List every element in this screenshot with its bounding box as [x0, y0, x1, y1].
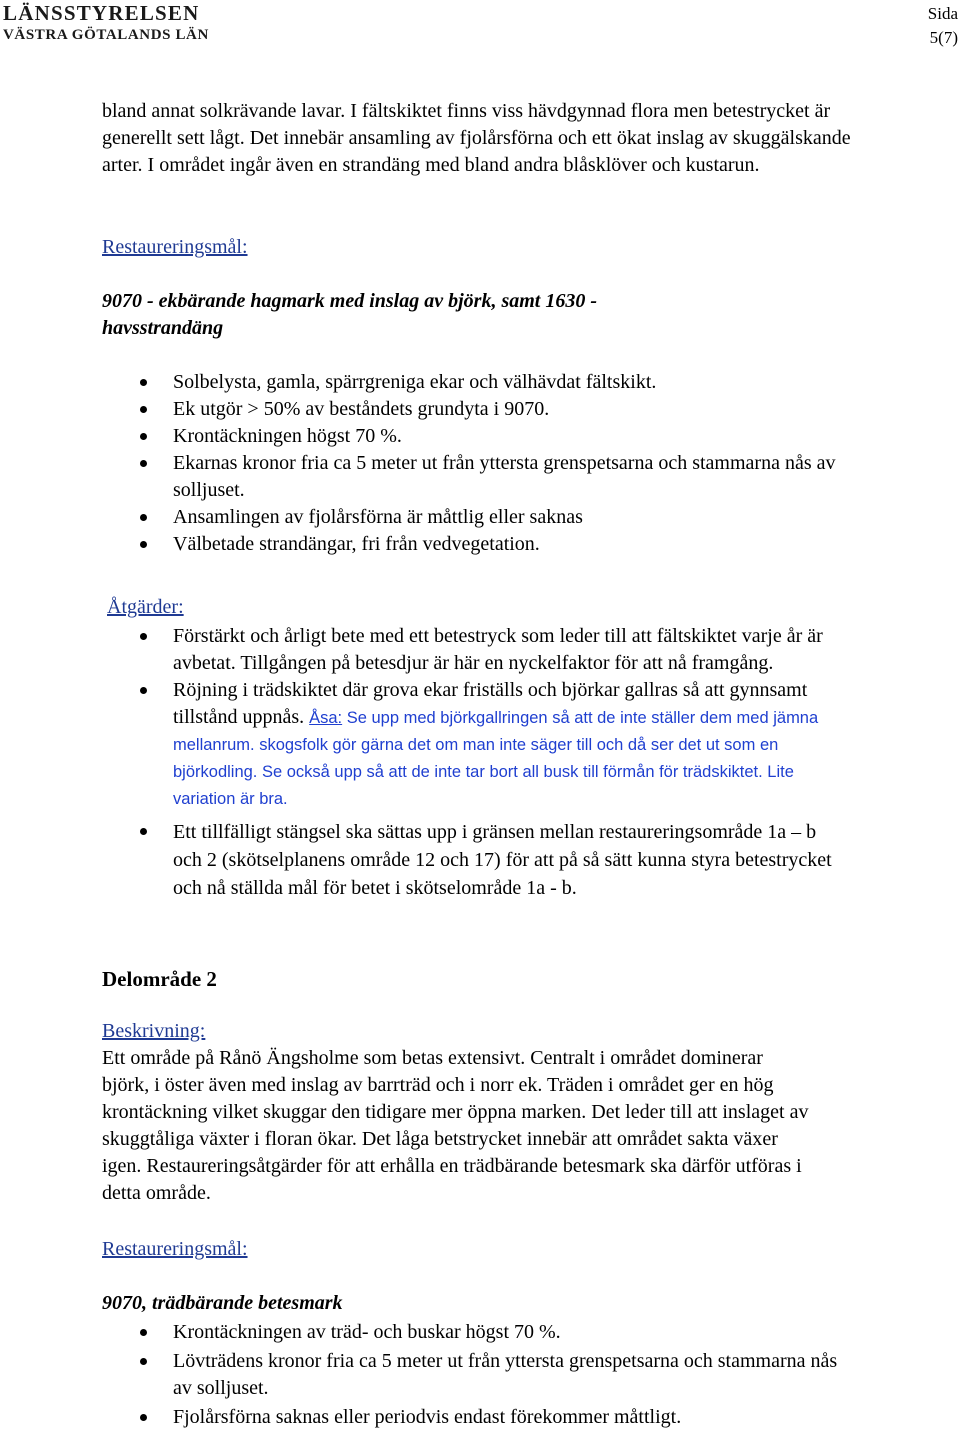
- list-item: Ek utgör > 50% av beståndets grundyta i 9070.: [102, 396, 842, 423]
- restoration-goals-heading-2: Restaureringsmål:: [102, 1238, 248, 1260]
- list-item: Krontäckningen av träd- och buskar högst 70 %.: [102, 1319, 842, 1346]
- list-item: Förstärkt och årligt bete med ett betestryck som leder till att fältskiktet varje år är avbetat. Tillgången på betesdjur är här en nyckelfaktor för att nå framgång.: [102, 623, 842, 677]
- list-item: Välbetade strandängar, fri från vedvegetation.: [102, 531, 842, 558]
- list-item: Krontäckningen högst 70 %.: [102, 423, 842, 450]
- restoration-goals-heading: Restaureringsmål:: [102, 236, 248, 258]
- actions-heading: Åtgärder:: [107, 596, 184, 618]
- list-item: Ansamlingen av fjolårsförna är måttlig eller saknas: [102, 504, 842, 531]
- description-paragraph: Ett område på Rånö Ängsholme som betas extensivt. Centralt i området dominerar björk, i öster även med inslag av barrträd och i norr ek. Träden i området ger en hög krontäckning vilket skuggar den tidigare mer öppna marken. Det leder till att inslaget av skuggtåliga växter i floran ökar. Det låga betstrycket innebär att området sakta växer igen. Restaureringsåtgärder för att erhålla en trädbärande betesmark ska därför utföras i detta område.: [102, 1047, 809, 1204]
- page-number: 5(7): [929, 28, 958, 47]
- list-item: Solbelysta, gamla, spärrgreniga ekar och välhävdat fältskikt.: [102, 369, 842, 396]
- comment-author: Åsa:: [309, 709, 343, 727]
- goals-list: [102, 369, 842, 558]
- lansstyrelsen-logo: [3, 2, 209, 45]
- section-title: Delområde 2: [102, 967, 217, 991]
- page-indicator: [928, 2, 958, 50]
- actions-list: [102, 623, 842, 902]
- description-heading: Beskrivning:: [102, 1020, 206, 1042]
- page-label: Sida: [927, 4, 958, 23]
- comment-text: Se upp med björkgallringen så att de inte ställer dem med jämna mellanrum. skogsfolk gör gärna det om man inte säger till och då ser det ut som en björkodling. Se också upp så att de inte tar bort all busk till förmån för trädskiktet. Lite variation är bra.: [173, 709, 819, 808]
- list-item: Ekarnas kronor fria ca 5 meter ut från yttersta grenspetsarna och stammarna nås av solljuset.: [102, 450, 842, 504]
- list-item: Ett tillfälligt stängsel ska sättas upp i gränsen mellan restaureringsområde 1a – b och 2 (skötselplanens område 12 och 17) för att på så sätt kunna styra betestrycket och nå ställda mål för betet i skötselområde 1a - b.: [102, 818, 842, 902]
- intro-paragraph: bland annat solkrävande lavar. I fältskiktet finns viss hävdgynnad flora men betestrycket är generellt sett lågt. Det innebär ansamling av fjolårsförna och ett ökat inslag av skuggälskande arter. I området ingår även en strandäng med bland andra blåsklöver och kustarun.: [102, 100, 851, 176]
- goals-list-2: [102, 1319, 842, 1431]
- action-text: Röjning i trädskiktet där grova ekar friställs och björkar gallras så att gynnsamt tillstånd uppnås.: [173, 679, 808, 728]
- list-item: Lövträdens kronor fria ca 5 meter ut från yttersta grenspetsarna och stammarna nås av solljuset.: [102, 1348, 842, 1402]
- habitat-title-2: 9070, trädbärande betesmark: [102, 1292, 343, 1314]
- list-item: [102, 677, 842, 812]
- logo-line-2: VÄSTRA GÖTALANDS LÄN: [3, 27, 209, 43]
- list-item: Fjolårsförna saknas eller periodvis endast förekommer måttligt.: [102, 1404, 842, 1431]
- habitat-title: 9070 - ekbärande hagmark med inslag av björk, samt 1630 - havsstrandäng: [102, 290, 598, 339]
- logo-line-1: LÄNSSTYRELSEN: [3, 1, 200, 25]
